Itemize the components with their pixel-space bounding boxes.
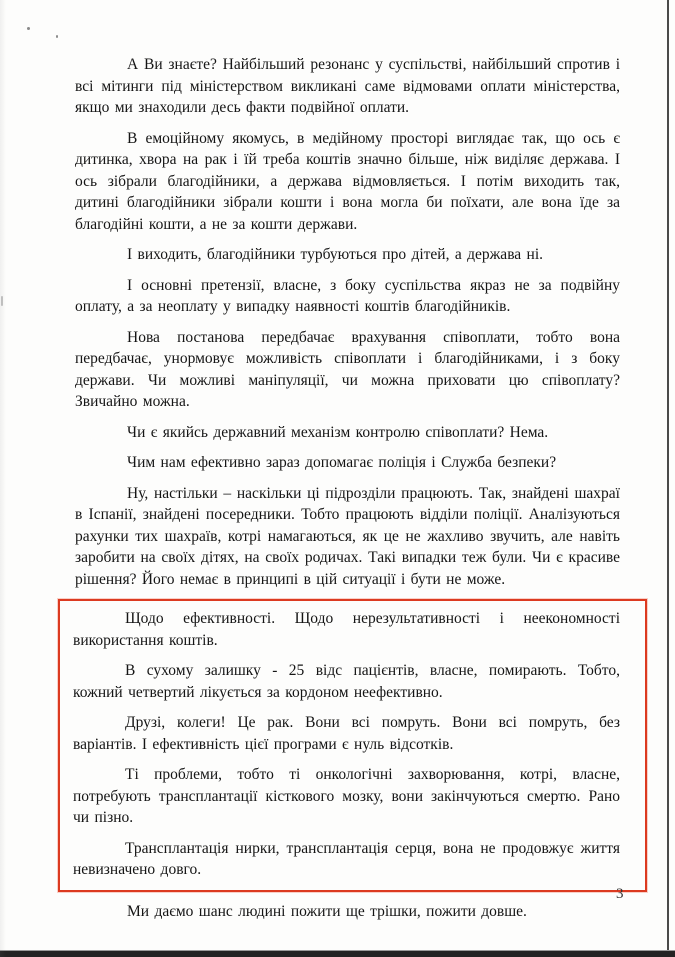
paragraph: Нова постанова передбачає врахування співоплати, тобто вона передбачає, унормовує можливість співоплати і благодійниками, і з боку держави. Чи можливі маніпуляції, чи можна приховати цю співоплату? Звичайно можна.: [75, 328, 620, 410]
scan-speckle: [27, 27, 30, 30]
scan-speckle: [1, 296, 3, 306]
paragraph: І основні претензії, власне, з боку суспільства якраз не за подвійну оплату, а за неоплату у випадку наявності коштів благодійників.: [75, 276, 620, 315]
paragraph: Чи є якийсь державний механізм контролю співоплати? Нема.: [127, 423, 549, 441]
page-text-block: [75, 54, 620, 931]
paragraph: Чим нам ефективно зараз допомагає поліція і Служба безпеки?: [127, 454, 557, 471]
highlighted-paragraph: В сухому залишку - 25 відс пацієнтів, власне, помирають. Тобто, кожний четвертий лікується за кордоном неефективно.: [73, 662, 620, 701]
paragraph: Ми даємо шанс людині пожити ще трішки, пожити довше.: [127, 902, 527, 920]
red-highlight-box: [58, 599, 647, 892]
paragraph: І виходить, благодійники турбуються про дітей, а держава ні.: [127, 246, 544, 263]
scan-speckle: [56, 35, 58, 38]
scan-edge-bottom: [0, 950, 675, 957]
highlighted-paragraph: Щодо ефективності. Щодо нерезультативності і неекономності використання коштів.: [73, 610, 620, 649]
scan-edge-right: [667, 0, 669, 957]
scan-edge-left: [0, 0, 6, 957]
highlighted-paragraph: Ті проблеми, тобто ті онкологічні захворювання, котрі, власне, потребують трансплантації кісткового мозку, вони закінчуються смертю. Рано чи пізно.: [73, 766, 620, 826]
page-number: 3: [616, 886, 624, 902]
highlighted-paragraph: Друзі, колеги! Це рак. Вони всі помруть. Вони всі помруть, без варіантів. І ефективність цієї програми є нуль відсотків.: [73, 714, 620, 753]
paragraph: А Ви знаєте? Найбільший резонанс у суспільстві, найбільший спротив і всі мітинги під міністерством викликані саме відмовами оплати міністерства, якщо ми знаходили десь факти подвійної оплати.: [75, 56, 620, 116]
highlighted-paragraph: Трансплантація нирки, трансплантація серця, вона не продовжує життя невизначено довго.: [73, 839, 620, 878]
paragraph: Ну, настільки – наскільки ці підрозділи працюють. Так, знайдені шахраї в Іспанії, знайдені посередники. Тобто працюють відділи поліції. Аналізуються рахунки тих шахраїв, котрі намагаються, як це не жахливо звучить, але навіть заробити на своїх дітях, на своїх родичах. Такі випадки теж були. Чи є красиве рішення? Його немає в принципі в цій ситуації і бути не може.: [75, 484, 620, 588]
paragraph: В емоційному якомусь, в медійному просторі виглядає так, що ось є дитинка, хвора на рак і їй треба коштів значно більше, ніж виділяє держава. І ось зібрали благодійники, а держава відмовляється. І потім виходить так, дитині благодійники зібрали кошти і вона могла би поїхати, але вона їде за благодійні кошти, а не за кошти держави.: [75, 129, 620, 233]
